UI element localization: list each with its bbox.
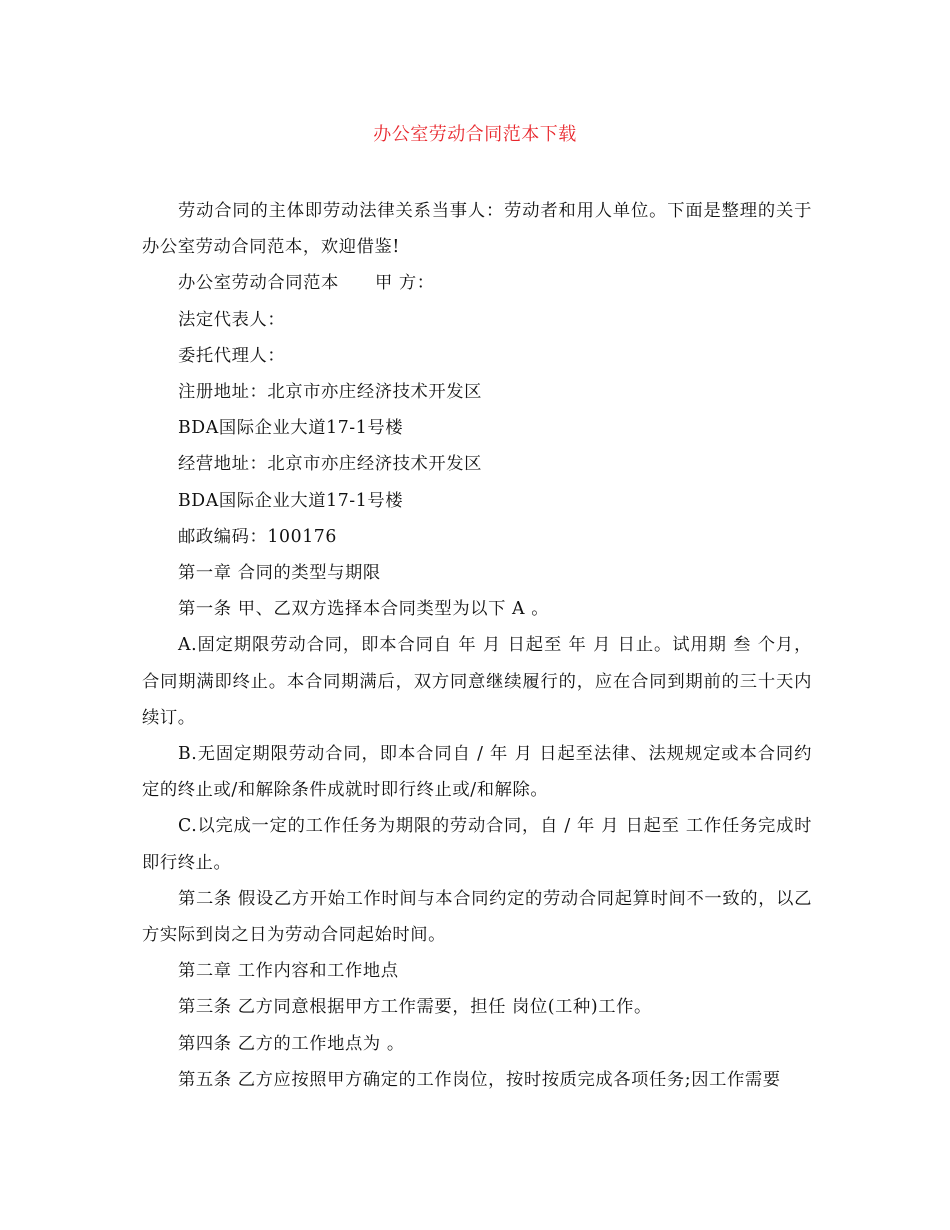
chapter-2-heading: 第二章 工作内容和工作地点 (178, 961, 399, 982)
reg-address-line-2: BDA国际企业大道17-1号楼 (178, 418, 404, 439)
article-4: 第四条 乙方的工作地点为 。 (178, 1033, 405, 1054)
article-3: 第三条 乙方同意根据甲方工作需要，担任 岗位(工种)工作。 (178, 997, 652, 1018)
article-5: 第五条 乙方应按照甲方确定的工作岗位，按时按质完成各项任务;因工作需要 (178, 1069, 781, 1090)
heading-line (142, 265, 812, 301)
reg-address-line-1: 注册地址：北京市亦庄经济技术开发区 (178, 382, 482, 403)
article-2: 第二条 假设乙方开始工作时间与本合同约定的劳动合同起算时间不一致的，以乙方实际到岗之日为劳动合同起始时间。 (142, 888, 812, 946)
document-title: 办公室劳动合同范本下载 (373, 124, 577, 145)
chapter-1-heading: 第一章 合同的类型与期限 (178, 563, 381, 584)
agent-line: 委托代理人： (178, 345, 286, 366)
intro-paragraph: 劳动合同的主体即劳动法律关系当事人：劳动者和用人单位。下面是整理的关于办公室劳动合同范本，欢迎借鉴! (142, 201, 812, 258)
party-a-label: 甲 方： (374, 273, 435, 294)
option-c-paragraph: C.以完成一定的工作任务为期限的劳动合同，自 / 年 月 日起至 工作任务完成时即行终止。 (142, 816, 812, 873)
biz-address-line-1: 经营地址：北京市亦庄经济技术开发区 (178, 454, 482, 475)
article-1: 第一条 甲、乙双方选择本合同类型为以下 A 。 (178, 599, 550, 620)
legal-rep-line: 法定代表人： (178, 309, 286, 330)
biz-address-line-2: BDA国际企业大道17-1号楼 (178, 490, 404, 511)
option-a-paragraph: A.固定期限劳动合同，即本合同自 年 月 日起至 年 月 日止。试用期 叁 个月，合同期满即终止。本合同期满后，双方同意继续履行的，应在合同到期前的三十天内续订。 (142, 635, 812, 728)
document-body (142, 193, 812, 1098)
option-b-paragraph: B.无固定期限劳动合同，即本合同自 / 年 月 日起至法律、法规规定或本合同约定的终止或/和解除条件成就时即行终止或/和解除。 (142, 744, 812, 801)
heading-label: 办公室劳动合同范本 (178, 273, 339, 294)
postal-code-line: 邮政编码：100176 (178, 526, 337, 547)
